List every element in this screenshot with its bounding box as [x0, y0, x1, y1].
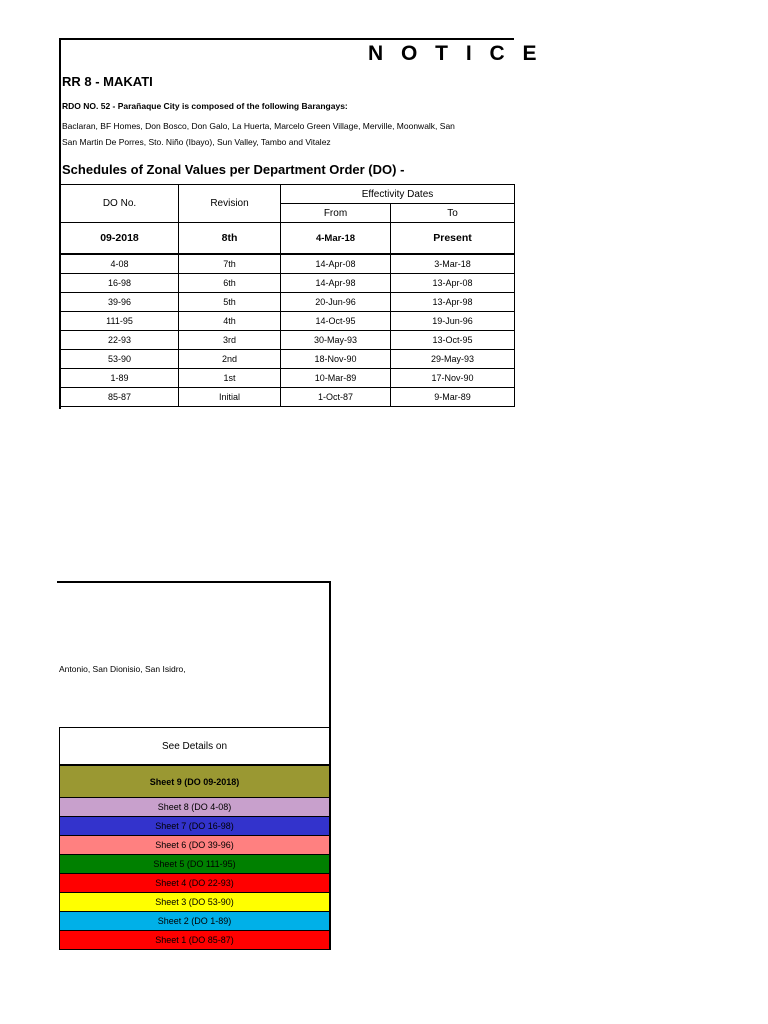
rdo-description: RDO NO. 52 - Parañaque City is composed of the following Barangays:: [62, 101, 348, 111]
header-from: From: [281, 204, 391, 223]
cell-revision: 3rd: [179, 331, 281, 350]
header-to: To: [391, 204, 515, 223]
cell-do-no: 111-95: [61, 312, 179, 331]
sheet-link-2[interactable]: Sheet 2 (DO 1-89): [59, 912, 331, 931]
continuation-panel: [57, 581, 331, 727]
sheet-link-7[interactable]: Sheet 7 (DO 16-98): [59, 817, 331, 836]
cell-from: 1-Oct-87: [281, 388, 391, 407]
cell-do-no: 09-2018: [61, 223, 179, 255]
cell-revision: 5th: [179, 293, 281, 312]
see-details-label: See Details on: [59, 727, 331, 765]
sheet-link-3[interactable]: Sheet 3 (DO 53-90): [59, 893, 331, 912]
table-row: [61, 369, 515, 388]
notice-title: N O T I C E: [368, 42, 543, 65]
cell-to: 29-May-93: [391, 350, 515, 369]
sheet-link-6[interactable]: Sheet 6 (DO 39-96): [59, 836, 331, 855]
table-row: [61, 312, 515, 331]
cell-to: 3-Mar-18: [391, 254, 515, 274]
table-row: [61, 331, 515, 350]
header-do-no: DO No.: [61, 185, 179, 223]
cell-from: 20-Jun-96: [281, 293, 391, 312]
cell-from: 14-Apr-98: [281, 274, 391, 293]
cell-do-no: 1-89: [61, 369, 179, 388]
schedules-title: Schedules of Zonal Values per Department Order (DO) -: [62, 162, 405, 177]
barangays-line-2: San Martin De Porres, Sto. Niño (Ibayo), Sun Valley, Tambo and Vitalez: [62, 137, 331, 147]
sheet-link-5[interactable]: Sheet 5 (DO 111-95): [59, 855, 331, 874]
cell-revision: Initial: [179, 388, 281, 407]
cell-revision: 2nd: [179, 350, 281, 369]
cell-to: 13-Apr-98: [391, 293, 515, 312]
cell-revision: 6th: [179, 274, 281, 293]
cell-do-no: 22-93: [61, 331, 179, 350]
table-row: [61, 388, 515, 407]
cell-from: 18-Nov-90: [281, 350, 391, 369]
region-title: RR 8 - MAKATI: [62, 74, 153, 89]
header-revision: Revision: [179, 185, 281, 223]
barangays-line-1: Baclaran, BF Homes, Don Bosco, Don Galo, La Huerta, Marcelo Green Village, Merville, Moonwalk, San: [62, 121, 455, 131]
cell-do-no: 85-87: [61, 388, 179, 407]
cell-revision: 1st: [179, 369, 281, 388]
cell-revision: 7th: [179, 254, 281, 274]
current-do-row: [61, 223, 515, 255]
barangays-continuation: Antonio, San Dionisio, San Isidro,: [59, 664, 186, 674]
sheet-link-1[interactable]: Sheet 1 (DO 85-87): [59, 931, 331, 950]
cell-to: 13-Oct-95: [391, 331, 515, 350]
cell-revision: 8th: [179, 223, 281, 255]
cell-do-no: 4-08: [61, 254, 179, 274]
do-schedule-table: [60, 184, 515, 407]
sheet-link-8[interactable]: Sheet 8 (DO 4-08): [59, 798, 331, 817]
cell-do-no: 53-90: [61, 350, 179, 369]
cell-to: 19-Jun-96: [391, 312, 515, 331]
cell-from: 14-Oct-95: [281, 312, 391, 331]
cell-from: 14-Apr-08: [281, 254, 391, 274]
cell-revision: 4th: [179, 312, 281, 331]
sheet-links: [59, 765, 331, 950]
table-row: [61, 293, 515, 312]
cell-to: 17-Nov-90: [391, 369, 515, 388]
sheet-link-9[interactable]: Sheet 9 (DO 09-2018): [59, 765, 331, 798]
cell-to: 9-Mar-89: [391, 388, 515, 407]
header-effectivity-dates: Effectivity Dates: [281, 185, 515, 204]
cell-from: 10-Mar-89: [281, 369, 391, 388]
table-row: [61, 274, 515, 293]
sheet-link-4[interactable]: Sheet 4 (DO 22-93): [59, 874, 331, 893]
cell-from: 4-Mar-18: [281, 223, 391, 255]
cell-do-no: 16-98: [61, 274, 179, 293]
table-row: [61, 254, 515, 274]
table-row: [61, 350, 515, 369]
cell-do-no: 39-96: [61, 293, 179, 312]
cell-from: 30-May-93: [281, 331, 391, 350]
cell-to: 13-Apr-08: [391, 274, 515, 293]
cell-to: Present: [391, 223, 515, 255]
